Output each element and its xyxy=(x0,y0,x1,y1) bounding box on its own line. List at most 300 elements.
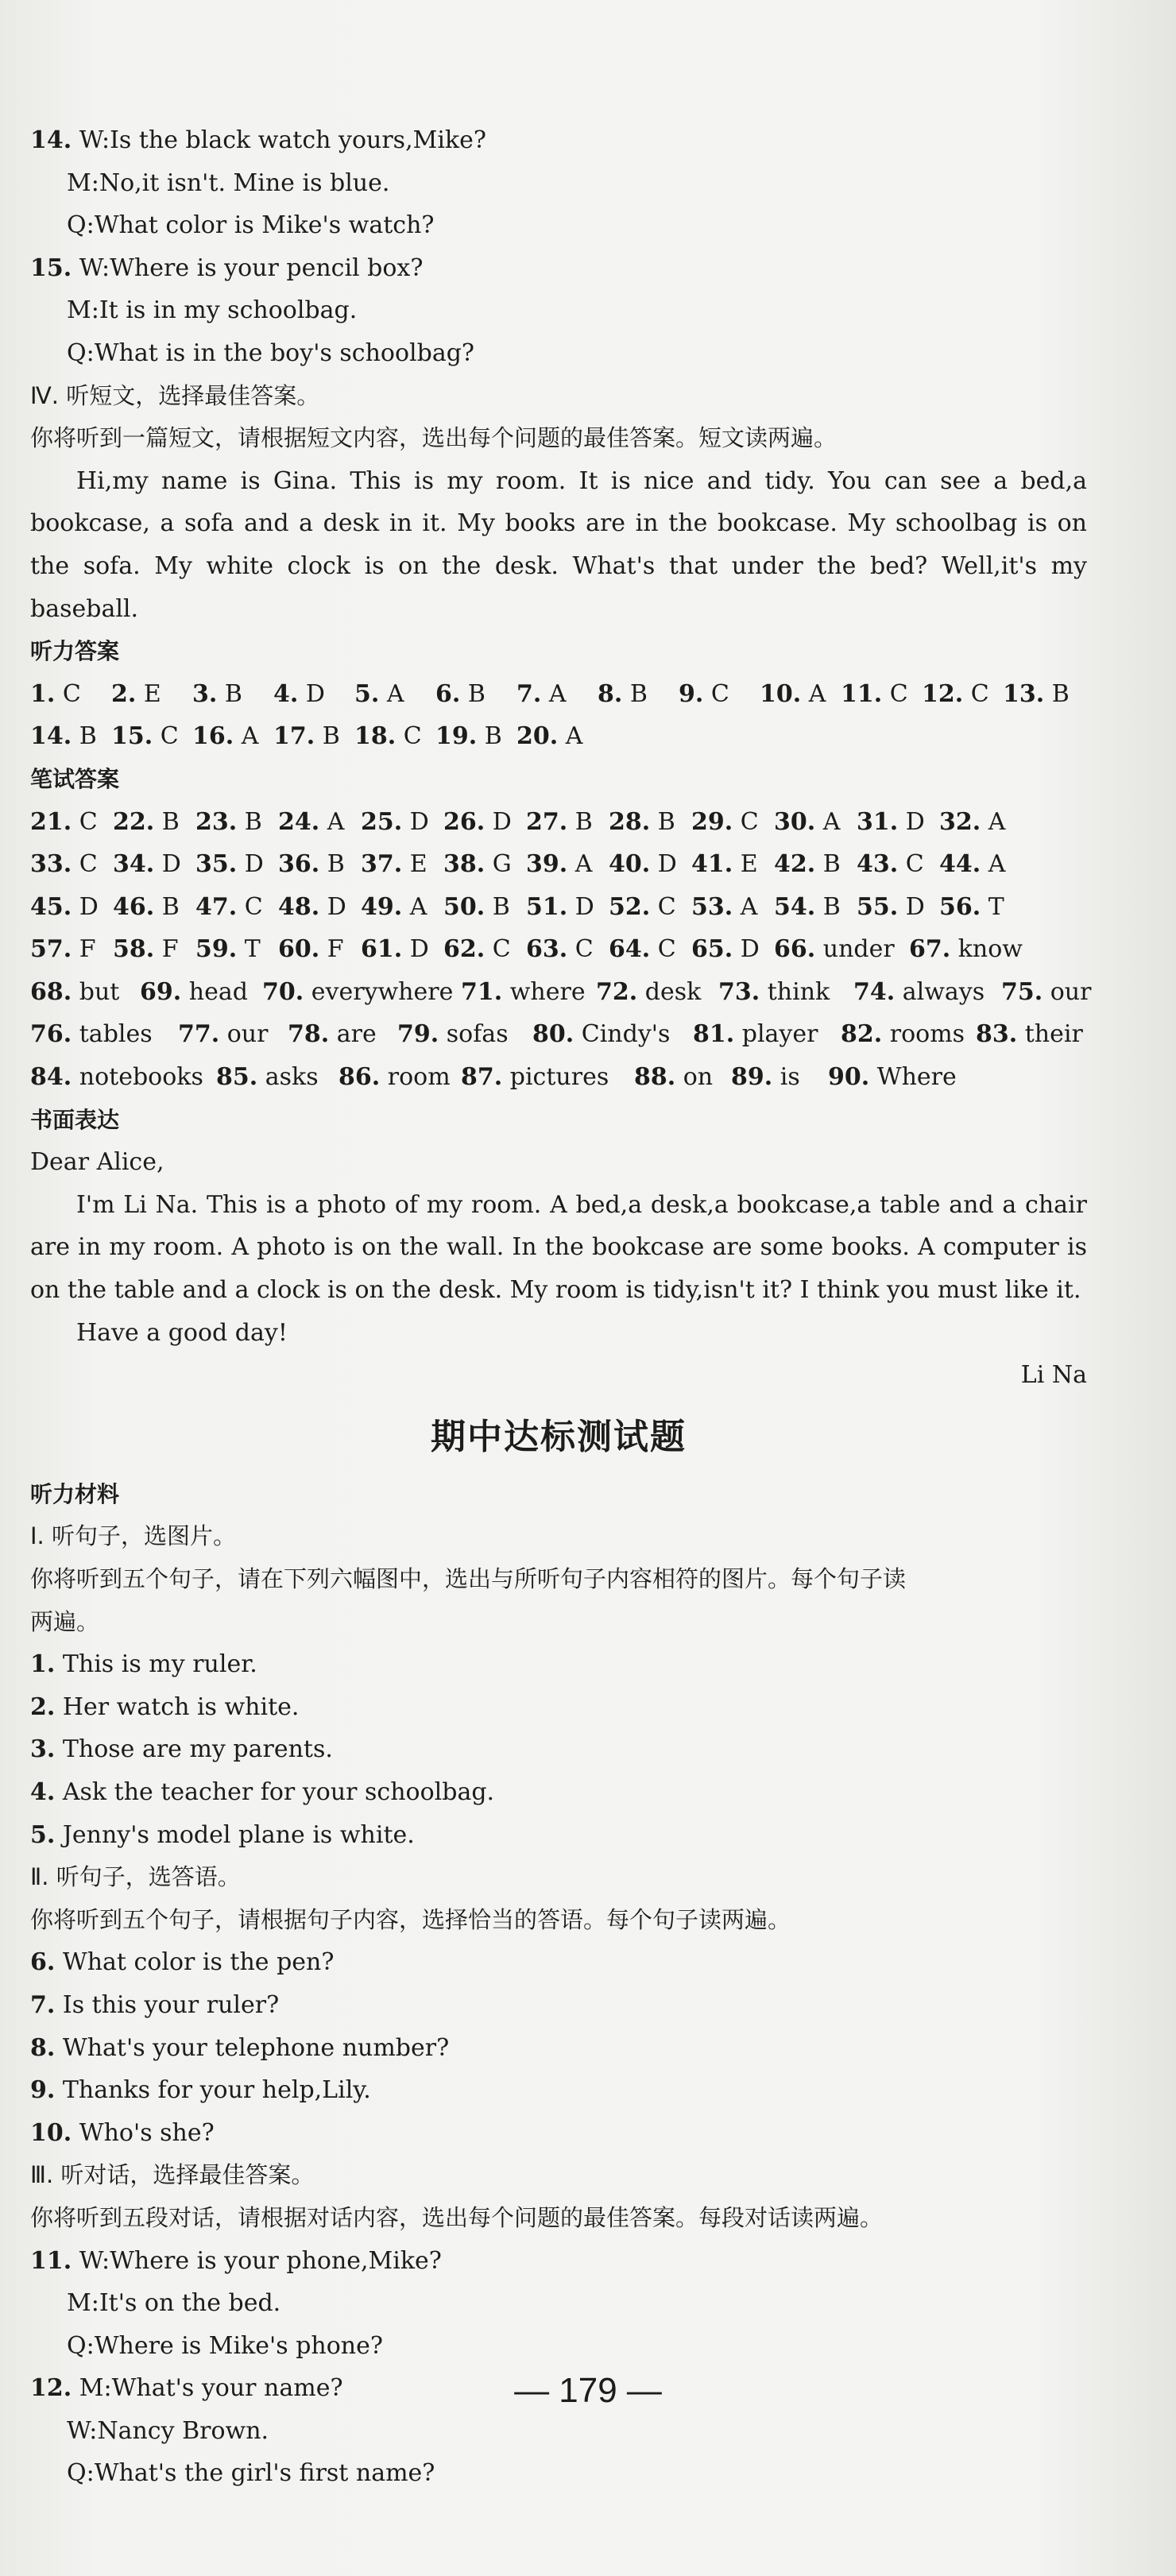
answer-number: 27. xyxy=(526,807,568,836)
answer-value: T xyxy=(244,935,261,964)
answer-item xyxy=(30,843,113,886)
answer-number: 70. xyxy=(262,977,304,1006)
answer-value: A xyxy=(740,892,758,921)
written-answers-heading: 笔试答案 xyxy=(30,765,120,792)
answer-number: 43. xyxy=(857,850,899,879)
question-number: 6. xyxy=(30,1948,56,1977)
answer-value: B xyxy=(492,892,510,921)
answer-item xyxy=(178,1013,288,1056)
sentence-text: Who's she? xyxy=(79,2118,215,2147)
answer-value: A xyxy=(808,679,826,708)
dialog-text: Q:What's the girl's first name? xyxy=(67,2459,435,2488)
answer-number: 34. xyxy=(113,850,155,879)
dialog-text: Q:What color is Mike's watch? xyxy=(67,211,435,240)
answer-value: D xyxy=(79,892,99,921)
answer-item xyxy=(443,843,526,886)
answer-item xyxy=(113,928,195,971)
sentence-text: Her watch is white. xyxy=(62,1692,300,1721)
answer-item xyxy=(939,886,1022,929)
dialog-15-line-3 xyxy=(30,332,1087,375)
dialog-15-line-2 xyxy=(30,289,1087,332)
answer-item xyxy=(30,928,113,971)
answer-row xyxy=(30,801,1087,844)
answer-value: D xyxy=(244,850,264,879)
answer-number: 82. xyxy=(841,1020,883,1049)
answer-value: F xyxy=(79,935,96,964)
answer-value: F xyxy=(327,935,344,964)
sentence-text: What's your telephone number? xyxy=(62,2033,450,2062)
letter-greeting: Dear Alice, xyxy=(30,1148,164,1177)
answer-number: 66. xyxy=(774,935,816,964)
answer-value: F xyxy=(161,935,179,964)
answer-value: A xyxy=(988,850,1006,879)
answer-item xyxy=(526,801,609,844)
dialog-11-line-1 xyxy=(30,2240,1087,2283)
answer-value: where xyxy=(509,977,586,1006)
answer-number: 15. xyxy=(111,722,153,751)
answer-item xyxy=(262,971,461,1014)
answer-value: D xyxy=(492,807,512,836)
answer-value: B xyxy=(224,679,242,708)
answer-value: D xyxy=(161,850,181,879)
answer-number: 84. xyxy=(30,1063,72,1092)
part4-passage: Hi,my name is Gina. This is my room. It is nice and tidy. You can see a bed,a bookcase, a sofa and a desk in it. My books are in the bookcase. My schoolbag is on the sofa. My white clock is on the desk. What's that under the bed? Well,it's my baseball. xyxy=(30,466,1087,623)
answer-row xyxy=(30,1013,1087,1056)
answer-item xyxy=(354,673,435,716)
answer-value: D xyxy=(657,850,677,879)
answer-item xyxy=(435,673,516,716)
answer-number: 52. xyxy=(609,892,651,921)
answer-item xyxy=(361,843,443,886)
answer-value: C xyxy=(710,679,729,708)
sentence-item xyxy=(30,1728,1087,1771)
answer-item xyxy=(192,715,273,758)
answer-value: C xyxy=(657,935,676,964)
answer-value: A xyxy=(822,807,841,836)
answer-item xyxy=(443,886,526,929)
answer-item xyxy=(609,928,691,971)
listening-answers-grid xyxy=(30,673,1087,758)
answer-value: C xyxy=(79,807,98,836)
answer-value: E xyxy=(409,850,427,879)
answer-value: are xyxy=(336,1020,377,1049)
sentence-text: This is my ruler. xyxy=(62,1650,257,1679)
dialog-11-line-2 xyxy=(30,2282,1087,2325)
answer-number: 74. xyxy=(853,977,896,1006)
answer-item xyxy=(774,843,857,886)
answer-value: rooms xyxy=(889,1020,965,1049)
answer-value: C xyxy=(160,722,179,751)
answer-value: Cindy's xyxy=(581,1020,671,1049)
answer-value: D xyxy=(574,892,594,921)
answer-value: C xyxy=(574,935,594,964)
answer-item xyxy=(30,801,113,844)
answer-number: 44. xyxy=(939,850,981,879)
answer-value: A xyxy=(409,892,427,921)
answer-item xyxy=(273,673,354,716)
answer-value: D xyxy=(409,807,429,836)
answer-number: 4. xyxy=(273,679,299,708)
answer-item xyxy=(609,843,691,886)
letter-body: I'm Li Na. This is a photo of my room. A bed,a desk,a bookcase,a table and a chair are in my room. A photo is on the wall. In the bookcase are some books. A computer is on the table and a clock is on the desk. My room is tidy,isn't it? I think you must like it. xyxy=(30,1190,1087,1305)
answer-value: C xyxy=(403,722,422,751)
answer-value: B xyxy=(467,679,485,708)
answer-number: 3. xyxy=(192,679,218,708)
answer-number: 86. xyxy=(338,1063,381,1092)
question-number: 3. xyxy=(30,1735,56,1764)
answer-item xyxy=(1003,673,1084,716)
answer-number: 9. xyxy=(679,679,704,708)
answer-row xyxy=(30,843,1087,886)
sentence-item xyxy=(30,1814,1087,1857)
answer-item xyxy=(1001,971,1111,1014)
dialog-text: M:No,it isn't. Mine is blue. xyxy=(67,168,390,197)
part1-instruction-2: 两遍。 xyxy=(30,1607,100,1635)
part1-heading: Ⅰ. 听句子，选图片。 xyxy=(30,1522,236,1550)
answer-value: room xyxy=(387,1063,451,1092)
answer-item xyxy=(461,971,596,1014)
answer-row xyxy=(30,1056,1087,1099)
answer-item xyxy=(516,715,598,758)
answer-item xyxy=(113,886,195,929)
question-number: 14. xyxy=(30,126,72,154)
answer-item xyxy=(443,801,526,844)
part1-instruction-1: 你将听到五个句子，请在下列六幅图中，选出与所听句子内容相符的图片。每个句子读 xyxy=(30,1565,907,1592)
answer-number: 55. xyxy=(857,892,899,921)
letter-closing: Have a good day! xyxy=(76,1318,288,1347)
answer-item xyxy=(532,1013,693,1056)
answer-value: C xyxy=(905,850,924,879)
sentence-item xyxy=(30,1941,1087,1984)
answer-item xyxy=(634,1056,731,1099)
answer-item xyxy=(273,715,354,758)
answer-number: 12. xyxy=(922,679,964,708)
answer-number: 42. xyxy=(774,850,816,879)
dialog-text: M:What's your name? xyxy=(79,2374,343,2403)
part2-instruction: 你将听到五个句子，请根据句子内容，选择恰当的答语。每个句子读两遍。 xyxy=(30,1905,791,1933)
answer-value: C xyxy=(970,679,989,708)
answer-value: E xyxy=(740,850,758,879)
answer-item xyxy=(361,886,443,929)
answer-value: B xyxy=(244,807,262,836)
answer-value: A xyxy=(386,679,404,708)
answer-value: tables xyxy=(79,1020,153,1049)
answer-value: B xyxy=(574,807,593,836)
answer-number: 68. xyxy=(30,977,72,1006)
answer-number: 72. xyxy=(596,977,638,1006)
answer-value: B xyxy=(822,850,841,879)
answer-value: everywhere xyxy=(311,977,454,1006)
part2-sentence-list xyxy=(30,1941,1087,2154)
answer-number: 54. xyxy=(774,892,816,921)
answer-value: A xyxy=(548,679,567,708)
answer-value: but xyxy=(79,977,120,1006)
answer-number: 19. xyxy=(435,722,478,751)
answer-item xyxy=(841,1013,976,1056)
page-number: — 179 — xyxy=(514,2371,662,2410)
answer-number: 69. xyxy=(140,977,182,1006)
dialog-12-line-2 xyxy=(30,2410,1087,2453)
sentence-text: Jenny's model plane is white. xyxy=(62,1820,415,1849)
sentence-item xyxy=(30,1984,1087,2027)
dialog-text: W:Where is your pencil box? xyxy=(79,253,424,282)
answer-value: C xyxy=(492,935,511,964)
answer-item xyxy=(113,843,195,886)
answer-row xyxy=(30,971,1092,1014)
answer-value: under xyxy=(822,935,895,964)
question-number: 10. xyxy=(30,2118,72,2147)
answer-number: 87. xyxy=(461,1063,503,1092)
answer-number: 6. xyxy=(435,679,461,708)
sentence-text: Ask the teacher for your schoolbag. xyxy=(62,1777,495,1806)
answer-value: G xyxy=(492,850,512,879)
answer-value: know xyxy=(957,935,1023,964)
answer-item xyxy=(922,673,1003,716)
dialog-14-line-3 xyxy=(30,204,1087,247)
answer-value: C xyxy=(79,850,98,879)
answer-number: 77. xyxy=(178,1020,220,1049)
answer-value: sofas xyxy=(446,1020,509,1049)
answer-item xyxy=(760,673,841,716)
written-answers-grid xyxy=(30,801,1092,1099)
answer-item xyxy=(609,801,691,844)
part4-heading: Ⅳ. 听短文，选择最佳答案。 xyxy=(30,381,320,409)
answer-number: 78. xyxy=(288,1020,330,1049)
answer-item xyxy=(192,673,273,716)
answer-number: 61. xyxy=(361,935,403,964)
answer-value: our xyxy=(1050,977,1092,1006)
answer-item xyxy=(361,928,443,971)
answer-item xyxy=(853,971,1001,1014)
page-content xyxy=(30,119,1092,2495)
answer-item xyxy=(278,928,361,971)
answer-number: 51. xyxy=(526,892,568,921)
answer-item xyxy=(693,1013,841,1056)
answer-number: 40. xyxy=(609,850,651,879)
answer-item xyxy=(113,801,195,844)
answer-item xyxy=(731,1056,828,1099)
answer-number: 48. xyxy=(278,892,320,921)
answer-number: 26. xyxy=(443,807,485,836)
dialog-11-line-3 xyxy=(30,2325,1087,2368)
answer-number: 37. xyxy=(361,850,403,879)
answer-value: A xyxy=(574,850,593,879)
answer-value: B xyxy=(161,892,180,921)
dialog-14-line-1 xyxy=(30,119,1087,162)
sentence-item xyxy=(30,1686,1087,1729)
answer-number: 85. xyxy=(216,1063,258,1092)
dialog-text: W:Is the black watch yours,Mike? xyxy=(79,126,486,154)
answer-number: 80. xyxy=(532,1020,574,1049)
answer-item xyxy=(195,886,278,929)
dialog-text: Q:What is in the boy's schoolbag? xyxy=(67,338,474,367)
answer-number: 57. xyxy=(30,935,72,964)
answer-number: 46. xyxy=(113,892,155,921)
listening-material-heading: 听力材料 xyxy=(30,1480,120,1507)
answer-value: notebooks xyxy=(79,1063,203,1092)
answer-value: player xyxy=(741,1020,818,1049)
answer-value: their xyxy=(1024,1020,1083,1049)
answer-number: 73. xyxy=(718,977,760,1006)
sentence-item xyxy=(30,1643,1087,1686)
answer-number: 76. xyxy=(30,1020,72,1049)
answer-item xyxy=(598,673,679,716)
answer-item xyxy=(30,886,113,929)
answer-item xyxy=(939,843,1022,886)
answer-value: C xyxy=(657,892,676,921)
sentence-item xyxy=(30,2112,1087,2155)
listening-answers-heading: 听力答案 xyxy=(30,638,120,665)
answer-number: 17. xyxy=(273,722,315,751)
answer-value: B xyxy=(484,722,502,751)
sentence-text: Is this your ruler? xyxy=(62,1990,280,2019)
answer-item xyxy=(278,886,361,929)
part3-heading: Ⅲ. 听对话，选择最佳答案。 xyxy=(30,2161,315,2189)
part1-sentence-list xyxy=(30,1643,1087,1856)
answer-number: 83. xyxy=(976,1020,1018,1049)
answer-row xyxy=(30,715,1087,758)
answer-value: B xyxy=(322,722,340,751)
midterm-title: 期中达标测试题 xyxy=(431,1416,687,1457)
answer-number: 90. xyxy=(828,1063,870,1092)
answer-number: 2. xyxy=(111,679,137,708)
answer-item xyxy=(774,886,857,929)
answer-item xyxy=(774,928,909,971)
dialog-text: M:It's on the bed. xyxy=(67,2289,281,2318)
part4-instruction: 你将听到一篇短文，请根据短文内容，选出每个问题的最佳答案。短文读两遍。 xyxy=(30,424,838,452)
answer-item xyxy=(857,843,939,886)
answer-number: 30. xyxy=(774,807,816,836)
sentence-text: What color is the pen? xyxy=(62,1948,335,1977)
answer-value: B xyxy=(822,892,841,921)
answer-number: 38. xyxy=(443,850,485,879)
sentence-item xyxy=(30,2027,1087,2070)
question-number: 11. xyxy=(30,2246,72,2275)
answer-number: 21. xyxy=(30,807,72,836)
part3-instruction: 你将听到五段对话，请根据对话内容，选出每个问题的最佳答案。每段对话读两遍。 xyxy=(30,2203,884,2231)
answer-number: 49. xyxy=(361,892,403,921)
answer-value: A xyxy=(988,807,1006,836)
answer-item xyxy=(691,886,774,929)
answer-value: D xyxy=(409,935,429,964)
answer-number: 65. xyxy=(691,935,733,964)
answer-number: 56. xyxy=(939,892,981,921)
answer-number: 79. xyxy=(397,1020,439,1049)
answer-value: T xyxy=(988,892,1004,921)
answer-value: B xyxy=(79,722,97,751)
question-number: 5. xyxy=(30,1820,56,1849)
answer-number: 75. xyxy=(1001,977,1043,1006)
answer-number: 47. xyxy=(195,892,238,921)
answer-value: B xyxy=(327,850,345,879)
answer-item xyxy=(30,673,111,716)
answer-number: 7. xyxy=(516,679,542,708)
answer-item xyxy=(195,843,278,886)
question-number: 12. xyxy=(30,2374,72,2403)
sentence-item xyxy=(30,1771,1087,1814)
answer-item xyxy=(140,971,262,1014)
sentence-text: Those are my parents. xyxy=(62,1735,333,1764)
answer-value: Where xyxy=(876,1063,957,1092)
dialog-text: W:Nancy Brown. xyxy=(67,2416,269,2445)
answer-item xyxy=(691,801,774,844)
answer-number: 35. xyxy=(195,850,238,879)
question-number: 15. xyxy=(30,253,72,282)
answer-number: 36. xyxy=(278,850,320,879)
answer-item xyxy=(857,886,939,929)
answer-number: 20. xyxy=(516,722,559,751)
sentence-text: Thanks for your help,Lily. xyxy=(62,2076,371,2105)
answer-number: 29. xyxy=(691,807,733,836)
answer-item xyxy=(111,715,192,758)
answer-value: asks xyxy=(265,1063,319,1092)
answer-item xyxy=(939,801,1022,844)
answer-number: 41. xyxy=(691,850,733,879)
answer-number: 81. xyxy=(693,1020,735,1049)
answer-number: 89. xyxy=(731,1063,773,1092)
answer-item xyxy=(278,801,361,844)
answer-item xyxy=(841,673,922,716)
answer-item xyxy=(516,673,598,716)
answer-item xyxy=(435,715,516,758)
answer-item xyxy=(361,801,443,844)
answer-number: 45. xyxy=(30,892,72,921)
dialog-12-line-3 xyxy=(30,2452,1087,2495)
answer-value: C xyxy=(740,807,759,836)
question-number: 2. xyxy=(30,1692,56,1721)
answer-number: 67. xyxy=(909,935,951,964)
answer-value: pictures xyxy=(509,1063,609,1092)
answer-item xyxy=(526,928,609,971)
answer-number: 23. xyxy=(195,807,238,836)
answer-item xyxy=(288,1013,397,1056)
answer-row xyxy=(30,673,1087,716)
answer-number: 25. xyxy=(361,807,403,836)
dialog-14-line-2 xyxy=(30,162,1087,205)
sentence-item xyxy=(30,2069,1087,2112)
answer-number: 24. xyxy=(278,807,320,836)
answer-item xyxy=(909,928,1031,971)
answer-row xyxy=(30,928,1087,971)
answer-value: A xyxy=(327,807,345,836)
answer-item xyxy=(691,928,774,971)
answer-item xyxy=(30,715,111,758)
answer-value: C xyxy=(62,679,81,708)
answer-number: 22. xyxy=(113,807,155,836)
answer-number: 31. xyxy=(857,807,899,836)
dialog-text: M:It is in my schoolbag. xyxy=(67,296,358,325)
answer-item xyxy=(461,1056,634,1099)
answer-item xyxy=(596,971,718,1014)
part2-heading: Ⅱ. 听句子，选答语。 xyxy=(30,1863,241,1891)
answer-item xyxy=(195,801,278,844)
answer-number: 63. xyxy=(526,935,568,964)
answer-item xyxy=(718,971,853,1014)
answer-number: 59. xyxy=(195,935,238,964)
answer-value: D xyxy=(905,892,925,921)
answer-number: 14. xyxy=(30,722,72,751)
dialog-text: W:Where is your phone,Mike? xyxy=(79,2246,442,2275)
answer-item xyxy=(30,971,140,1014)
answer-number: 28. xyxy=(609,807,651,836)
answer-number: 50. xyxy=(443,892,485,921)
answer-value: on xyxy=(683,1063,714,1092)
answer-item xyxy=(526,886,609,929)
answer-value: is xyxy=(779,1063,800,1092)
answer-number: 62. xyxy=(443,935,485,964)
answer-value: C xyxy=(244,892,263,921)
answer-number: 8. xyxy=(598,679,623,708)
